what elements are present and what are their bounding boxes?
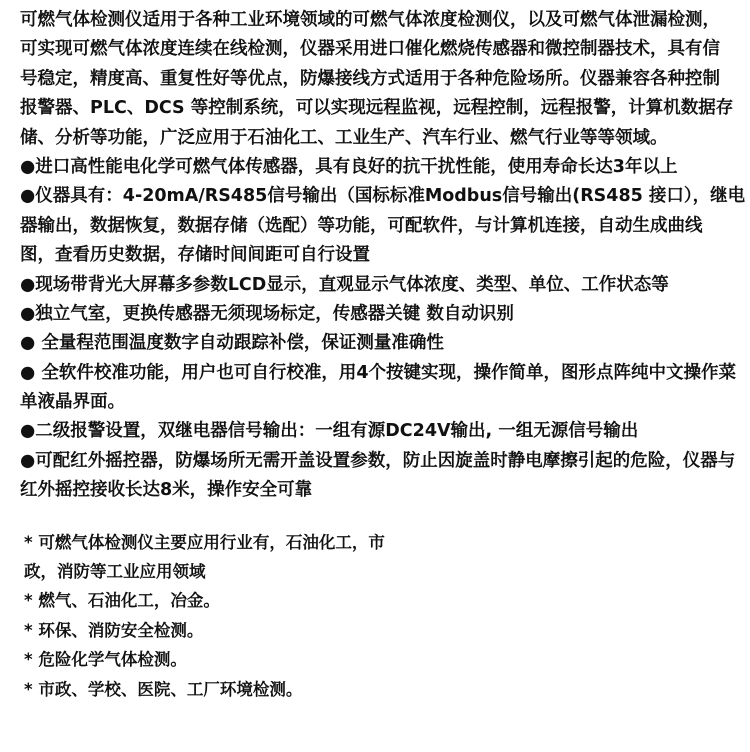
application-list	[20, 528, 735, 704]
application-item: * 市政、学校、医院、工厂环境检测。	[24, 679, 303, 699]
product-description	[20, 6, 746, 506]
application-item: * 燃气、石油化工，冶金。	[24, 591, 220, 611]
text-line: 号稳定，精度高、重复性好等优点，防爆接线方式适用于各种危险场所。仪器兼容各种控制	[20, 68, 720, 89]
application-item: 政，消防等工业应用领域	[24, 562, 206, 582]
text-line: 单液晶界面。	[20, 392, 125, 413]
feature-bullet: ●二级报警设置，双继电器信号输出：一组有源DC24V输出, 一组无源信号输出	[20, 421, 639, 442]
text-line: 报警器、PLC、DCS 等控制系统，可以实现远程监视，远程控制，远程报警，计算机数据存	[20, 98, 734, 119]
section-gap	[20, 506, 735, 528]
application-item: * 危险化学气体检测。	[24, 650, 187, 670]
text-line: 器输出，数据恢复，数据存储（选配）等功能，可配软件，与计算机连接，自动生成曲线	[20, 215, 703, 236]
text-line: 储、分析等功能，广泛应用于石油化工、工业生产、汽车行业、燃气行业等等领域。	[20, 127, 668, 148]
feature-bullet: ●进口高性能电化学可燃气体传感器，具有良好的抗干扰性能，使用寿命长达3年以上	[20, 156, 678, 177]
feature-bullet: ●独立气室，更换传感器无须现场标定，传感器关键 数自动识别	[20, 303, 514, 324]
text-line: 图，查看历史数据，存储时间间距可自行设置	[20, 245, 370, 266]
feature-bullet: ● 全软件校准功能，用户也可自行校准，用4个按键实现，操作简单，图形点阵纯中文操作菜	[20, 362, 737, 383]
text-line: 可实现可燃气体浓度连续在线检测，仪器采用进口催化燃烧传感器和微控制器技术，具有信	[20, 39, 720, 60]
feature-bullet: ●仪器具有：4-20mA/RS485信号输出（国标标准Modbus信号输出(RS485 接口），继电	[20, 186, 746, 207]
document-body	[20, 6, 746, 704]
feature-bullet: ●可配红外摇控器，防爆场所无需开盖设置参数，防止因旋盖时静电摩擦引起的危险，仪器与	[20, 450, 736, 471]
application-item: * 可燃气体检测仪主要应用行业有，石油化工，市	[24, 532, 385, 552]
feature-bullet: ● 全量程范围温度数字自动跟踪补偿，保证测量准确性	[20, 333, 444, 354]
feature-bullet: ●现场带背光大屏幕多参数LCD显示，直观显示气体浓度、类型、单位、工作状态等	[20, 274, 669, 295]
application-item: * 环保、消防安全检测。	[24, 620, 204, 640]
text-line: 红外摇控接收长达8米，操作安全可靠	[20, 480, 313, 501]
text-line: 可燃气体检测仪适用于各种工业环境领域的可燃气体浓度检测仪，以及可燃气体泄漏检测，	[20, 10, 720, 30]
